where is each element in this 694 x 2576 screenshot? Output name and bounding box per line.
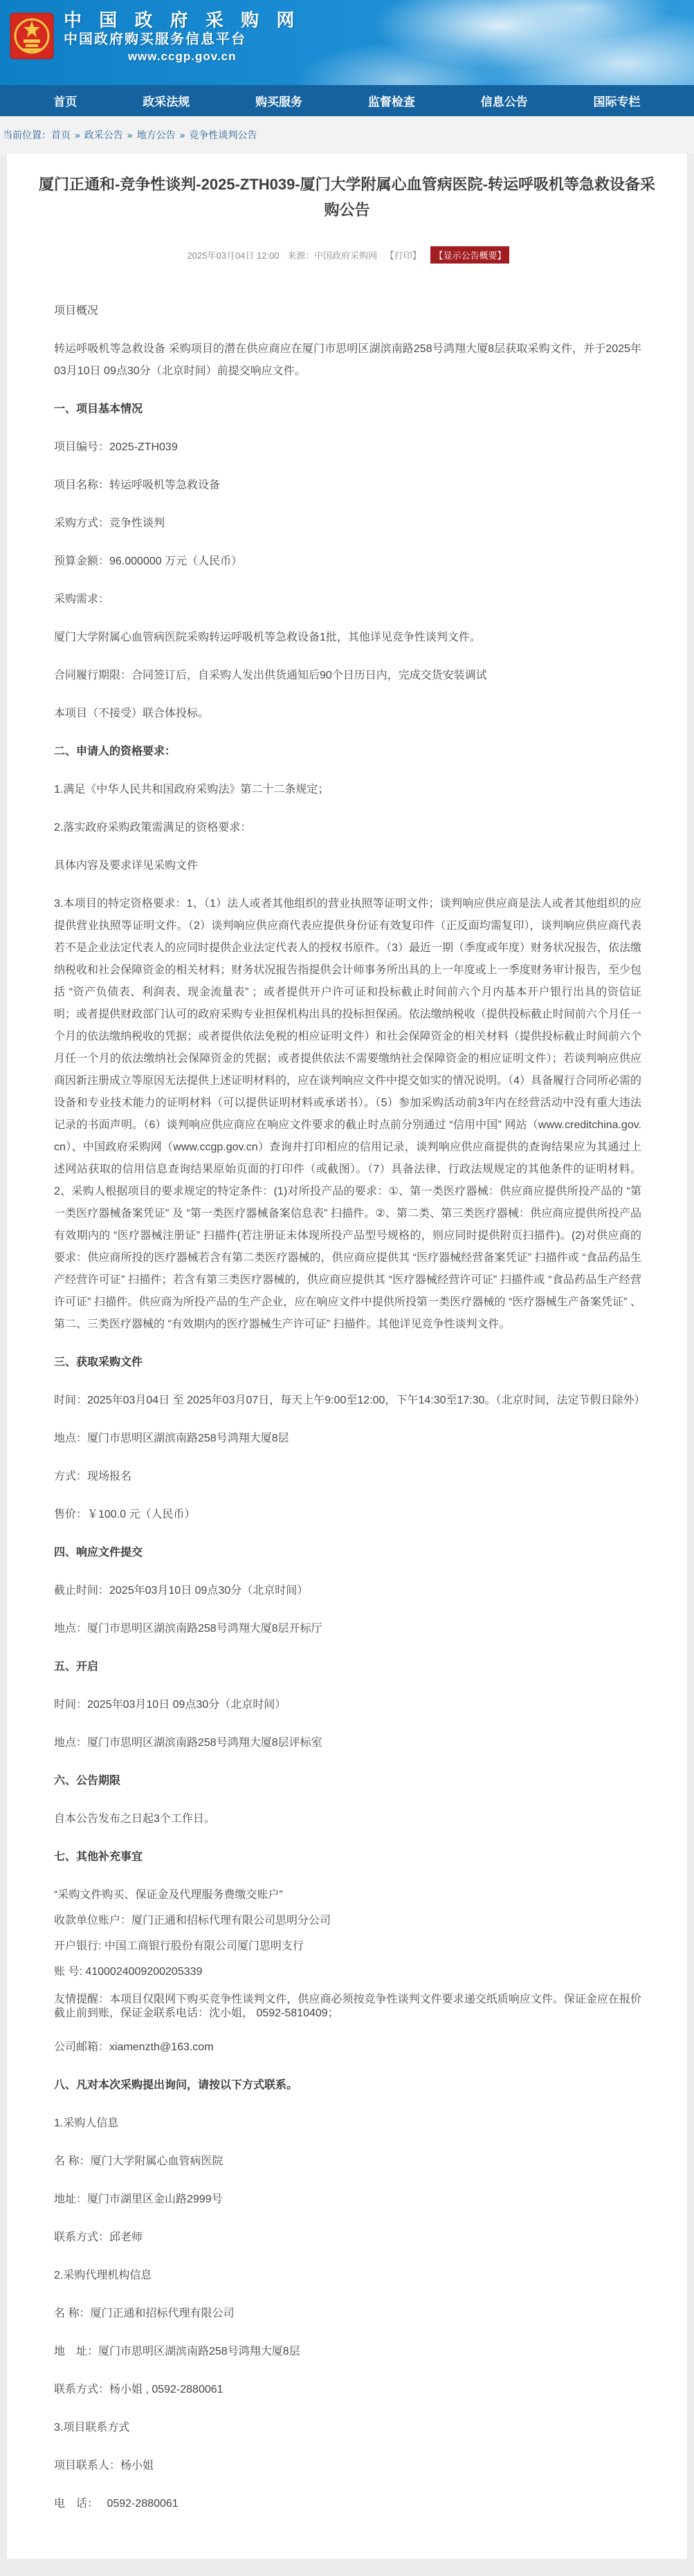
body-paragraph: “采购文件购买、保证金及代理服务费缴交账户” <box>54 1889 283 1901</box>
body-paragraph: 地点：厦门市思明区湖滨南路258号鸿翔大厦8层开标厅 <box>54 1623 322 1635</box>
body-paragraph: 售价：￥100.0 元（人民币） <box>54 1509 196 1520</box>
body-paragraph: 1.满足《中华人民共和国政府采购法》第二十二条规定； <box>54 784 329 795</box>
body-paragraph: 2.落实政府采购政策需满足的资格要求： <box>54 822 252 834</box>
body-paragraph: 开户银行: 中国工商银行股份有限公司厦门思明支行 <box>54 1940 304 1952</box>
nav-item-announcements[interactable]: 信息公告 <box>480 95 528 109</box>
body-paragraph: 3.项目联系方式 <box>54 2422 130 2434</box>
breadcrumb-procurement-announcements[interactable]: 政采公告 <box>84 129 123 140</box>
print-button[interactable]: 【打印】 <box>385 250 421 261</box>
body-paragraph: 地点：厦门市思明区湖滨南路258号鸿翔大厦8层评标室 <box>54 1737 322 1749</box>
breadcrumb-home[interactable]: 首页 <box>51 129 71 140</box>
body-paragraph: 时间：2025年03月04日 至 2025年03月07日，每天上午9:00至12:00，下午14:30至17:30。（北京时间，法定节假日除外） <box>54 1395 646 1406</box>
section-heading: 三、获取采购文件 <box>54 1356 143 1368</box>
page-title: 厦门正通和-竞争性谈判-2025-ZTH039-厦门大学附属心血管病医院-转运呼吸机等急救设备采购公告 <box>38 176 656 219</box>
section-heading: 六、公告期限 <box>54 1775 121 1787</box>
body-paragraph: 地点：厦门市思明区湖滨南路258号鸿翔大厦8层 <box>54 1433 289 1444</box>
body-paragraph: 1.采购人信息 <box>54 2117 119 2129</box>
nav-item-international[interactable]: 国际专栏 <box>593 95 641 109</box>
site-title-block <box>64 10 300 65</box>
breadcrumb-separator: » <box>127 129 133 140</box>
site-header <box>0 0 694 85</box>
article-card <box>7 154 687 2559</box>
section-heading: 四、响应文件提交 <box>54 1547 143 1558</box>
breadcrumb <box>0 116 694 154</box>
section-heading: 一、项目基本情况 <box>54 403 143 415</box>
body-paragraph: 3.本项目的特定资格要求：1、（1）法人或者其他组织的营业执照等证明文件；谈判响应供应商是法人或者其他组织的应提供营业执照等证明文件。（2）谈判响应供应商代表应提供身份证有效复印件（正反面均需复印），谈判响应供应商代表若不是企业法定代表人的应同时提供企业法定代表人的授权书原件。（3）最近一期（季度或年度）财务状况报告，依法缴纳税收和社会保障资金的相关材料；财务状况报告指提供会计师事务所出具的上一年度或上一季度财务审计报告，至少包括 “资产负债表、利润表、现金流量表” ；或者提供开户许可证和投标截止时间前六个月内基本开户银行出具的资信证明；或者提供财政部门认可的政府采购专业担保机构出具的投标担保函。依法缴纳税收（提供投标截止时间前六个月任一个月的依法缴纳税收的凭据；或者提供依法免税的相应证明文件）和社会保障资金的相关材料（提供投标截止时间前六个月任一个月的依法缴纳社会保障资金的凭据；或者提供依法不需要缴纳社会保障资金的相应证明文件）；若谈判响应供应商因新注册成立等原因无法提供上述证明材料的，应在谈判响应文件中提交如实的情况说明。（4）具备履行合同所必需的设备和专业技术能力的证明材料（可以提供证明材料或承诺书）。（5）参加采购活动前3年内在经营活动中没有重大违法记录的书面声明。（6）谈判响应供应商应在响应文件要求的截止时点前分别通过 “信用中国” 网站（www.creditchina.gov.cn）、中国政府采购网（www.ccgp.gov.cn）查询并打印相应的信用记录，谈判响应供应商提供的查询结果应为其通过上述网站获取的信用信息查询结果原始页面的打印件（或截图）。（7）具备法律、行政法规规定的其他条件的证明材料。2、采购人根据项目的要求规定的特定条件：(1)对所投产品的要求：①、第一类医疗器械：供应商应提供所投产品的 “第一类医疗器械备案凭证” 及 “第一类医疗器械备案信息表” 扫描件。②、第二类、第三类医疗器械：供应商应提供所投产品有效期内的 “医疗器械注册证” 扫描件(若注册证未体现所投产品型号规格的，则应同时提供附页扫描件)。(2)对供应商的要求：供应商所投的医疗器械若含有第二类医疗器械的，供应商应提供其 “医疗器械经营备案凭证” 扫描件或 “食品药品生产经营许可证” 扫描件；若含有第三类医疗器械的，供应商应提供其 “医疗器械经营许可证” 扫描件或 “食品药品生产经营许可证” 扫描件。供应商为所投产品的生产企业，应在响应文件中提供所投第一类医疗器械的 “医疗器械生产备案凭证” 、第二、三类医疗器械的 “有效期内的医疗器械生产许可证” 扫描件。其他详见竞争性谈判文件。 <box>54 898 641 1330</box>
body-paragraph: 转运呼吸机等急救设备 采购项目的潜在供应商应在厦门市思明区湖滨南路258号鸿翔大厦8层获取采购文件，并于2025年03月10日 09点30分（北京时间）前提交响应文件。 <box>54 343 641 377</box>
section-heading: 七、其他补充事宜 <box>54 1851 143 1863</box>
body-paragraph: 项目名称：转运呼吸机等急救设备 <box>54 479 221 491</box>
body-paragraph: 名 称：厦门正通和招标代理有限公司 <box>54 2308 235 2319</box>
body-paragraph: 项目联系人：杨小姐 <box>54 2460 154 2472</box>
publish-datetime: 2025年03月04日 12:00 <box>187 250 280 261</box>
show-summary-button[interactable]: 【显示公告概要】 <box>430 246 509 264</box>
site-subtitle: 中国政府购买服务信息平台 <box>64 32 246 47</box>
body-paragraph: 项目编号：2025-ZTH039 <box>54 441 178 453</box>
site-url: www.ccgp.gov.cn <box>127 50 237 63</box>
body-paragraph: 合同履行期限：合同签订后，自采购人发出供货通知后90个日历日内，完成交货安装调试 <box>54 670 487 681</box>
site-name: 中 国 政 府 采 购 网 <box>64 10 301 30</box>
body-paragraph: 电 话： 0592-2880061 <box>54 2498 179 2510</box>
breadcrumb-separator: » <box>179 129 185 140</box>
body-paragraph: 联系方式：杨小姐 , 0592-2880061 <box>54 2384 223 2395</box>
body-paragraph: 采购需求： <box>54 594 110 605</box>
body-paragraph: 收款单位账户：厦门正通和招标代理有限公司思明分公司 <box>54 1915 331 1926</box>
body-paragraph: 项目概况 <box>54 305 99 317</box>
body-paragraph: 方式：现场报名 <box>54 1471 132 1482</box>
body-paragraph: 地址：厦门市湖里区金山路2999号 <box>54 2193 223 2205</box>
article-body <box>7 264 687 2538</box>
body-paragraph: 账 号: 4100024009200205339 <box>54 1966 203 1978</box>
body-paragraph: 截止时间：2025年03月10日 09点30分（北京时间） <box>54 1585 309 1597</box>
main-nav <box>0 85 694 116</box>
breadcrumb-label: 当前位置： <box>3 129 51 140</box>
body-paragraph: 采购方式：竞争性谈判 <box>54 517 165 529</box>
nav-item-supervision[interactable]: 监督检查 <box>367 95 415 109</box>
body-paragraph: 公司邮箱：xiamenzth@163.com <box>54 2041 214 2053</box>
body-paragraph: 2.采购代理机构信息 <box>54 2270 152 2281</box>
body-paragraph: 名 称：厦门大学附属心血管病医院 <box>54 2155 223 2167</box>
body-paragraph: 本项目（不接受）联合体投标。 <box>54 708 210 719</box>
breadcrumb-competitive-negotiation[interactable]: 竞争性谈判公告 <box>189 129 257 140</box>
article-meta <box>7 246 687 264</box>
breadcrumb-separator: » <box>75 129 80 140</box>
site-logo-link[interactable] <box>10 10 300 65</box>
body-paragraph: 自本公告发布之日起3个工作日。 <box>54 1813 215 1825</box>
body-paragraph: 厦门大学附属心血管病医院采购转运呼吸机等急救设备1批，其他详见竞争性谈判文件。 <box>54 632 481 643</box>
section-heading: 八、凡对本次采购提出询问，请按以下方式联系。 <box>54 2079 298 2091</box>
section-heading: 二、申请人的资格要求： <box>54 746 176 757</box>
body-paragraph: 友情提醒：本项目仅限网下购买竞争性谈判文件，供应商必须按竞争性谈判文件要求递交纸质响应文件。保证金应在报价截止前到账，保证金联系电话：沈小姐， 0592-5810409； <box>54 1994 641 2019</box>
nav-item-home[interactable]: 首页 <box>53 95 77 109</box>
body-paragraph: 具体内容及要求详见采购文件 <box>54 860 199 872</box>
article-source: 来源：中国政府采购网 <box>287 250 378 261</box>
nav-item-policies[interactable]: 政采法规 <box>143 95 190 109</box>
breadcrumb-local-announcements[interactable]: 地方公告 <box>136 129 176 140</box>
body-paragraph: 地 址：厦门市思明区湖滨南路258号鸿翔大厦8层 <box>54 2346 300 2357</box>
nav-item-purchase-services[interactable]: 购买服务 <box>255 95 303 109</box>
body-paragraph: 预算金额：96.000000 万元（人民币） <box>54 555 243 567</box>
body-paragraph: 联系方式：邱老师 <box>54 2232 143 2243</box>
body-paragraph: 时间：2025年03月10日 09点30分（北京时间） <box>54 1699 286 1711</box>
national-emblem-icon <box>10 12 54 64</box>
section-heading: 五、开启 <box>54 1661 99 1673</box>
